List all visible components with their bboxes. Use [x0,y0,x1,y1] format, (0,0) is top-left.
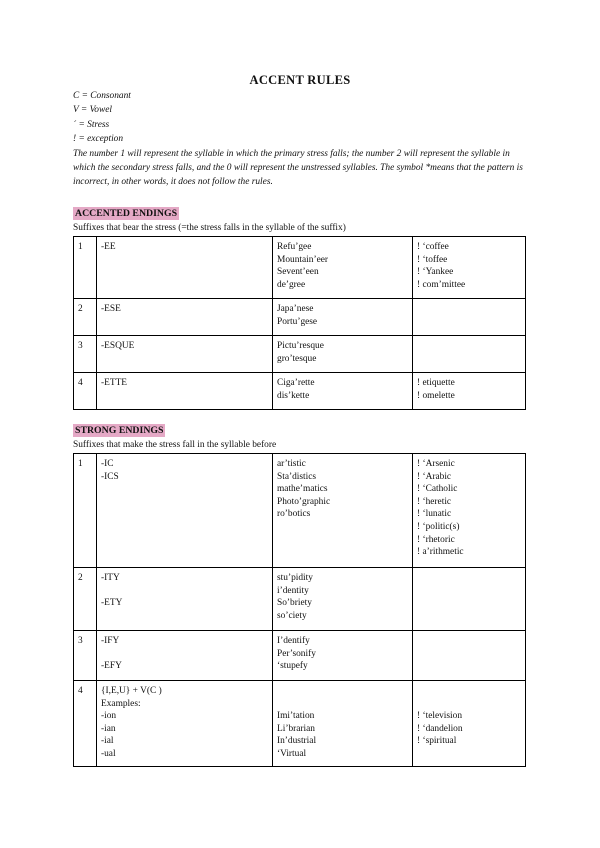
exception-line: ! ‘coffee [417,242,449,252]
example-line [277,698,408,711]
example-line: Sevent’een [277,267,319,278]
suffix-cell [97,373,273,410]
strong-endings-heading: STRONG ENDINGS [75,425,164,436]
example-line: I’dentify [277,636,310,646]
suffix-line: {I,E,U} + V(C ) [101,686,162,696]
row-number: 3 [74,631,97,681]
exception-line: ! ‘rhetoric [417,534,455,545]
legend-stress: ´ = Stress [73,119,110,130]
examples-cell [273,237,413,299]
exception-line: ! ‘spiritual [417,736,457,747]
exceptions-cell [413,373,526,410]
example-line: so’ciety [277,610,307,621]
exceptions-cell [413,681,526,767]
example-line: mathe’matics [277,484,328,495]
strong-endings-subtitle: Suffixes that make the stress fall in the syllable before [73,440,277,450]
example-line: Sta’distics [277,471,317,482]
row-number: 2 [74,568,97,631]
suffix-line: -ESQUE [101,341,135,351]
accented-endings-subtitle: Suffixes that bear the stress (=the stress falls in the syllable of the suffix) [73,223,346,233]
exceptions-cell [413,631,526,681]
suffix-line: -ITY [101,573,120,583]
suffix-line: -ETY [101,598,123,609]
exception-line: ! ‘Yankee [417,267,454,278]
exceptions-cell [413,299,526,336]
exception-line: ! ‘Catholic [417,484,458,495]
example-line: dis’kette [277,390,310,401]
suffix-line: -ICS [101,471,119,482]
suffix-line: -ETTE [101,378,128,388]
examples-cell [273,336,413,373]
suffix-line: -EE [101,242,116,252]
example-line: ro’botics [277,509,311,520]
exception-line: ! etiquette [417,378,455,388]
example-line: gro’tesque [277,353,317,364]
example-line: ar’tistic [277,459,306,469]
example-line: In’dustrial [277,736,317,747]
accented-endings-heading: ACCENTED ENDINGS [75,208,178,219]
legend-vowel: V = Vowel [73,105,112,116]
exception-line: ! ‘Arabic [417,471,452,482]
examples-cell [273,631,413,681]
example-line: Pictu’resque [277,341,324,351]
example-line: Mountain’eer [277,254,329,265]
row-number: 4 [74,681,97,767]
table-row [74,631,526,681]
suffix-line [101,648,268,661]
exception-line: ! com’mittee [417,279,466,290]
row-number: 1 [74,237,97,299]
examples-cell [273,299,413,336]
example-line: stu’pidity [277,573,313,583]
suffix-cell [97,681,273,767]
suffix-cell [97,299,273,336]
example-line: Refu’gee [277,242,312,252]
row-number: 3 [74,336,97,373]
example-line: Li’brarian [277,723,315,734]
suffix-line [101,585,268,598]
suffix-line: Examples: [101,698,141,709]
exception-line: ! ‘dandelion [417,723,463,734]
suffix-line: -EFY [101,661,122,672]
exception-line: ! ‘politic(s) [417,521,460,532]
examples-cell [273,568,413,631]
suffix-cell [97,237,273,299]
legend-exception: ! = exception [73,134,124,145]
exceptions-cell [413,454,526,568]
example-line: de’gree [277,279,306,290]
exceptions-cell [413,237,526,299]
example-line: Imi’tation [277,711,315,722]
exception-line: ! ‘Arsenic [417,459,455,469]
examples-cell [273,373,413,410]
suffix-line: -IFY [101,636,120,646]
suffix-line: -ESE [101,304,121,314]
legend-explanation: The number 1 will represent the syllable in which the primary stress falls; the number 2 will represent the syllable in which the secondary stress falls, and the 0 will represent the unstressed syllables. The symbol *means that the pattern is incorrect, in other words, it does not follow the rules. [73,148,523,188]
suffix-cell [97,336,273,373]
table-row [74,681,526,767]
table-row [74,373,526,410]
exception-line: ! a’rithmetic [417,547,464,558]
exceptions-cell [413,568,526,631]
example-line: Per’sonify [277,648,316,659]
exception-line [417,685,521,698]
table-row [74,336,526,373]
suffix-cell [97,631,273,681]
suffix-line: -ian [101,723,116,734]
example-line [277,685,408,698]
exception-line: ! ‘television [417,711,463,722]
row-number: 4 [74,373,97,410]
suffix-line: -ual [101,748,116,759]
table-row [74,568,526,631]
legend-consonant: C = Consonant [73,91,131,101]
example-line: Ciga’rette [277,378,315,388]
suffix-line: -ial [101,736,114,747]
exception-line: ! ‘toffee [417,254,448,265]
examples-cell [273,454,413,568]
example-line: ‘Virtual [277,748,307,759]
suffix-line: -ion [101,711,117,722]
example-line: ‘stupefy [277,661,308,672]
accented-endings-table [73,236,526,410]
strong-endings-table [73,453,526,767]
table-row [74,299,526,336]
example-line: So’briety [277,598,312,609]
table-row [74,454,526,568]
exception-line: ! ‘heretic [417,496,452,507]
example-line: Japa’nese [277,304,314,314]
legend [73,89,533,190]
examples-cell [273,681,413,767]
row-number: 2 [74,299,97,336]
exception-line [417,698,521,711]
exception-line: ! ‘lunatic [417,509,452,520]
page-title: ACCENT RULES [249,73,351,87]
suffix-cell [97,454,273,568]
example-line: i’dentity [277,585,309,596]
exceptions-cell [413,336,526,373]
example-line: Photo’graphic [277,496,331,507]
exception-line: ! omelette [417,390,455,401]
suffix-cell [97,568,273,631]
row-number: 1 [74,454,97,568]
table-row [74,237,526,299]
example-line: Portu’gese [277,316,318,327]
suffix-line: -IC [101,459,114,469]
